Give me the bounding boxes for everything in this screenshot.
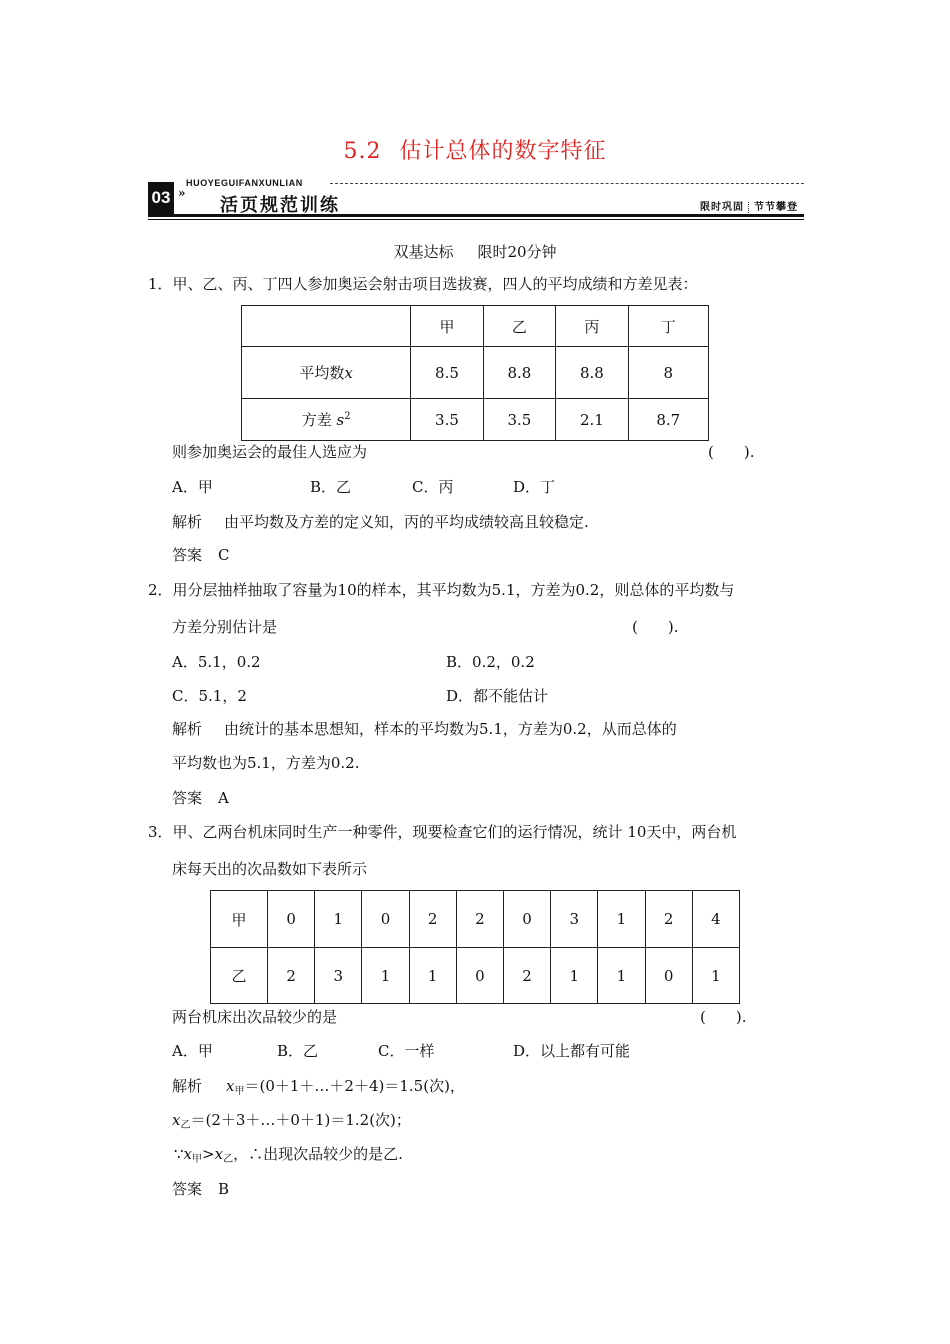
table-cell: 2: [503, 948, 550, 1004]
q2-option-b: B．0.2，0.2: [446, 653, 535, 671]
table-cell: 2.1: [556, 399, 628, 441]
table-cell: 8: [628, 347, 708, 399]
q1-option-b: B．乙: [310, 478, 352, 496]
table-cell: 8.7: [628, 399, 708, 441]
calc-text: ＝(0＋1＋…＋2＋4)＝1.5(次)，: [244, 1077, 465, 1095]
section-label: 双基达标: [393, 243, 454, 261]
analysis-label: 解析: [172, 720, 203, 738]
title-text: 估计总体的数字特征: [399, 139, 607, 164]
page-title: [0, 134, 950, 165]
analysis-text: 由统计的基本思想知，样本的平均数为5.1，方差为0.2，从而总体的: [224, 720, 677, 738]
q2-answer-blank: ( ).: [632, 618, 679, 636]
row-label-text: 平均数: [299, 364, 345, 382]
table-cell: 3: [551, 891, 598, 948]
table-cell: 3.5: [483, 399, 555, 441]
table-cell: 0: [362, 891, 409, 948]
double-chevron-icon: »: [178, 186, 186, 200]
conclusion-text: ，∴出现次品较少的是乙.: [233, 1145, 403, 1163]
q1-answer: [172, 545, 230, 565]
q2-option-d: D．都不能估计: [446, 687, 549, 705]
analysis-text: 由平均数及方差的定义知，丙的平均成绩较高且较稳定.: [224, 513, 589, 531]
q3-option-b: B．乙: [277, 1042, 319, 1060]
table-cell: 2: [456, 891, 503, 948]
table-cell: 3.5: [411, 399, 483, 441]
q3-stem-line2: 床每天出的次品数如下表所示: [172, 860, 368, 878]
subscript: 乙: [223, 1154, 234, 1165]
banner-badge: 03: [148, 182, 174, 214]
greater-than: >: [202, 1145, 215, 1163]
mean-symbol: x: [172, 1111, 181, 1129]
table-cell: 2: [409, 891, 456, 948]
answer-value: B: [218, 1180, 230, 1198]
row-label: 甲: [211, 891, 268, 948]
table-cell: 0: [268, 891, 315, 948]
table-cell: [242, 306, 411, 347]
table-row: [242, 347, 709, 399]
mean-symbol: x: [214, 1145, 224, 1163]
q2-option-a: A．5.1，0.2: [172, 653, 261, 671]
q1-option-a: A．甲: [172, 478, 213, 496]
section-time: 限时20分钟: [477, 243, 557, 261]
mean-symbol: x: [344, 364, 353, 382]
q1-option-c: C．丙: [412, 478, 454, 496]
table-cell: 8.5: [411, 347, 483, 399]
table-row: [211, 948, 740, 1004]
analysis-label: 解析: [172, 513, 203, 531]
q3-table: [210, 890, 740, 1004]
table-cell: 甲: [411, 306, 483, 347]
q1-analysis: [172, 512, 589, 532]
table-cell: 丁: [628, 306, 708, 347]
calc-text: ＝(2＋3＋…＋0＋1)＝1.2(次)；: [190, 1111, 411, 1129]
table-cell: 1: [598, 891, 645, 948]
q2-option-c: C．5.1，2: [172, 687, 247, 705]
subscript: 乙: [180, 1120, 191, 1131]
because-symbol: ∵: [174, 1145, 184, 1163]
q3-answer-blank: ( ).: [700, 1008, 747, 1026]
answer-label: 答案: [172, 546, 203, 564]
section-banner: [148, 180, 804, 216]
table-cell: 0: [645, 948, 692, 1004]
table-cell: 1: [315, 891, 362, 948]
banner-tagline: [700, 198, 798, 213]
table-cell: 丙: [556, 306, 628, 347]
subscript: 甲: [234, 1086, 245, 1097]
section-heading: [0, 242, 950, 262]
row-label: [242, 347, 411, 399]
q2-stem-line1: 2．用分层抽样抽取了容量为10的样本，其平均数为5.1，方差为0.2，则总体的平均数与: [148, 581, 735, 599]
q1-stem: 1．甲、乙、丙、丁四人参加奥运会射击项目选拔赛，四人的平均成绩和方差见表：: [148, 275, 698, 293]
row-label: [242, 399, 411, 441]
answer-label: 答案: [172, 1180, 203, 1198]
q3-stem-line1: 3．甲、乙两台机床同时生产一种零件，现要检查它们的运行情况，统计 10天中，两台机: [148, 823, 737, 841]
table-cell: 2: [645, 891, 692, 948]
q1-table: [241, 305, 709, 441]
q3-ask: 两台机床出次品较少的是: [172, 1008, 338, 1026]
q3-analysis-line2: [172, 1110, 411, 1136]
mean-symbol: x: [226, 1077, 235, 1095]
banner-tagline-a: 限时巩固: [700, 202, 744, 213]
q2-analysis-line2: 平均数也为5.1，方差为0.2.: [172, 754, 360, 772]
table-cell: 8.8: [483, 347, 555, 399]
q2-stem-line2: 方差分别估计是: [172, 618, 278, 636]
q3-option-d: D．以上都有可能: [513, 1042, 631, 1060]
answer-value: C: [218, 546, 230, 564]
answer-label: 答案: [172, 789, 203, 807]
table-cell: 0: [503, 891, 550, 948]
table-cell: 1: [409, 948, 456, 1004]
tagline-separator: [748, 202, 750, 213]
banner-rule-thick: [148, 214, 804, 217]
table-cell: 0: [456, 948, 503, 1004]
table-cell: 2: [268, 948, 315, 1004]
banner-tagline-b: 节节攀登: [754, 202, 798, 213]
title-number: 5.2: [343, 139, 382, 164]
table-cell: 8.8: [556, 347, 628, 399]
table-row: [242, 399, 709, 441]
row-label-text: 方差: [301, 411, 332, 429]
answer-value: A: [218, 789, 229, 807]
analysis-label: 解析: [172, 1077, 203, 1095]
q1-answer-blank: ( ).: [708, 443, 755, 461]
table-cell: 1: [598, 948, 645, 1004]
q3-option-c: C．一样: [378, 1042, 435, 1060]
table-cell: 1: [362, 948, 409, 1004]
q3-option-a: A．甲: [172, 1042, 213, 1060]
banner-dashed-divider: [330, 183, 804, 184]
exponent: 2: [344, 411, 351, 422]
q2-analysis: [172, 719, 677, 739]
banner-name: 活页规范训练: [220, 195, 340, 215]
banner-rule-thin: [148, 219, 804, 220]
table-cell: 3: [315, 948, 362, 1004]
table-cell: 1: [551, 948, 598, 1004]
q3-analysis-line1: [172, 1076, 465, 1102]
mean-symbol: x: [183, 1145, 193, 1163]
table-cell: 1: [692, 948, 739, 1004]
subscript: 甲: [192, 1154, 203, 1165]
q1-ask: 则参加奥运会的最佳人选应为: [172, 443, 368, 461]
q2-answer: [172, 788, 229, 808]
table-cell: 乙: [483, 306, 555, 347]
variance-symbol: s: [336, 411, 345, 429]
q3-analysis-line3: [174, 1144, 403, 1170]
q3-answer: [172, 1179, 229, 1199]
banner-pinyin: HUOYEGUIFANXUNLIAN: [186, 178, 303, 188]
q1-option-d: D．丁: [513, 478, 556, 496]
row-label: 乙: [211, 948, 268, 1004]
table-cell: 4: [692, 891, 739, 948]
table-header-row: [242, 306, 709, 347]
table-row: [211, 891, 740, 948]
